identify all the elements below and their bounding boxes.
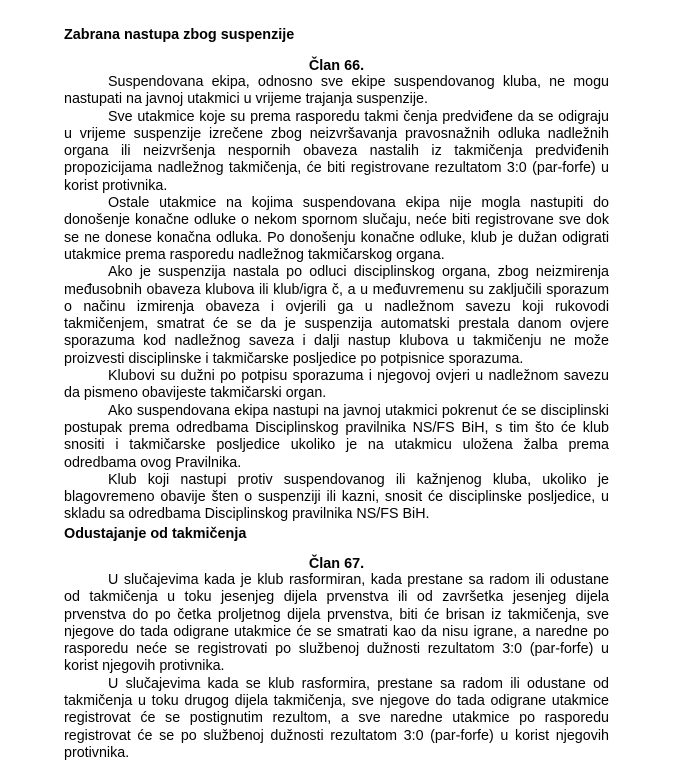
text-line: prvenstva do po četka proljetnog dijela prvenstva, biti će brisan iz takmičenja, sve (64, 606, 609, 623)
text-line: registrovat će se po službenoj dužnosti rezultatom 3:0 (par-forfe) u korist njegovih (64, 727, 609, 744)
text-line: odredbama ovog Pravilnika. (64, 454, 242, 471)
text-line: međusobnih obaveza klubova ili klub/igra č, a u međuvremenu su zaključili sporazum (64, 281, 609, 298)
text-line: Ako suspendovana ekipa nastupi na javnoj utakmici pokrenut će se disciplinski (108, 402, 609, 419)
text-line: U slučajevima kada se klub rasformira, prestane sa radom ili odustane od (108, 675, 609, 692)
text-line: utakmice prema rasporedu nadležnog takmičarskog organa. (64, 246, 445, 263)
text-line: protivnika. (64, 744, 130, 761)
text-line: takmičenjem, smatrat će se da je suspenzija automatski prestala danom ovjere (64, 316, 609, 333)
text-line: u vrijeme suspenzije izrečene zbog neizvršavanja pravosnažnih odluka nadležnih (64, 125, 609, 142)
text-line: organa ili neizvršenja nespornih obaveza nastalih iz takmičenja predviđenih (64, 143, 609, 160)
text-line: skladu sa odredbama Disciplinskog pravilnika NS/FS BiH. (64, 506, 430, 523)
text-line: sporazuma kod nadležnog saveza i dalji nastup klubova u takmičenju ne može (64, 333, 609, 350)
text-line: Sve utakmice koje su prema rasporedu takmi čenja predviđene da se odigraju (108, 108, 609, 125)
text-line: postupak prema odredbama Disciplinskog pravilnika NS/FS BiH, s tim što će klub (64, 419, 609, 436)
text-line: registrovat će se postignutim rezultom, a sve naredne utakmice po rasporedu (64, 710, 609, 727)
text-line: propozicijama nadležnog takmičenja, će biti registrovane rezultatom 3:0 (par-forfe) u (64, 160, 609, 177)
text-line: od takmičenja u toku jesenjeg dijela prvenstva ili od završetka jesenjeg dijela (64, 589, 609, 606)
text-line: nastupati na javnoj utakmici u vrijeme trajanja suspenzije. (64, 91, 428, 108)
text-line: blagovremeno obavije šten o suspenziji ili kazni, snosit će disciplinske posljedice, u (64, 489, 609, 506)
text-line: proizvesti disciplinske i takmičarske posljedice po potpisnice sporazuma. (64, 350, 524, 367)
text-line: se ne donese konačna odluka. Po donošenju konačne odluke, klub je dužan odigrati (64, 229, 609, 246)
text-line: da pismeno obavijeste takmičarski organ. (64, 385, 327, 402)
text-line: snositi i takmičarske posljedice ukoliko je na utakmicu uložena žalba prema (64, 437, 609, 454)
text-line: Ostale utakmice na kojima suspendovana ekipa nije mogla nastupiti do (108, 195, 609, 212)
text-line: Klubovi su dužni po potpisu sporazuma i njegovoj ovjeri u nadležnom savezu (108, 368, 609, 385)
section-heading-withdrawal: Odustajanje od takmičenja (64, 526, 247, 542)
article-66-title: Član 66. (308, 58, 365, 74)
text-line: rasporedu neće se registrovati po službenoj dužnosti rezultatom 3:0 (par-forfe) u (64, 641, 609, 658)
article-67-title: Član 67. (308, 556, 365, 572)
text-line: o načinu izmirenja obaveza i ovjerili ga u nadležnom savezu koji rukovodi (64, 298, 609, 315)
text-line: Klub koji nastupi protiv suspendovanog ili kažnjenog kluba, ukoliko je (108, 471, 609, 488)
text-line: njegove do tada odigrane utakmice će se smatrati kao da nisu igrane, a naredne po (64, 623, 609, 640)
section-heading-suspension: Zabrana nastupa zbog suspenzije (64, 27, 295, 43)
text-line: U slučajevima kada je klub rasformiran, kada prestane sa radom ili odustane (108, 572, 609, 588)
text-line: korist protivnika. (64, 177, 168, 194)
text-line: takmičenja u toku drugog dijela takmičenja, sve njegove do tada odigrane utakmice (64, 693, 609, 710)
text-line: Suspendovana ekipa, odnosno sve ekipe suspendovanog kluba, ne mogu (108, 74, 609, 90)
article-66-body (64, 74, 609, 524)
text-line: Ako je suspenzija nastala po odluci disciplinskog organa, zbog neizmirenja (108, 264, 609, 281)
text-line: donošenje konačne odluke o nekom spornom slučaju, neće biti registrovane sve dok (64, 212, 609, 229)
text-line: korist njegovih protivnika. (64, 658, 225, 675)
article-67-body (64, 572, 609, 762)
